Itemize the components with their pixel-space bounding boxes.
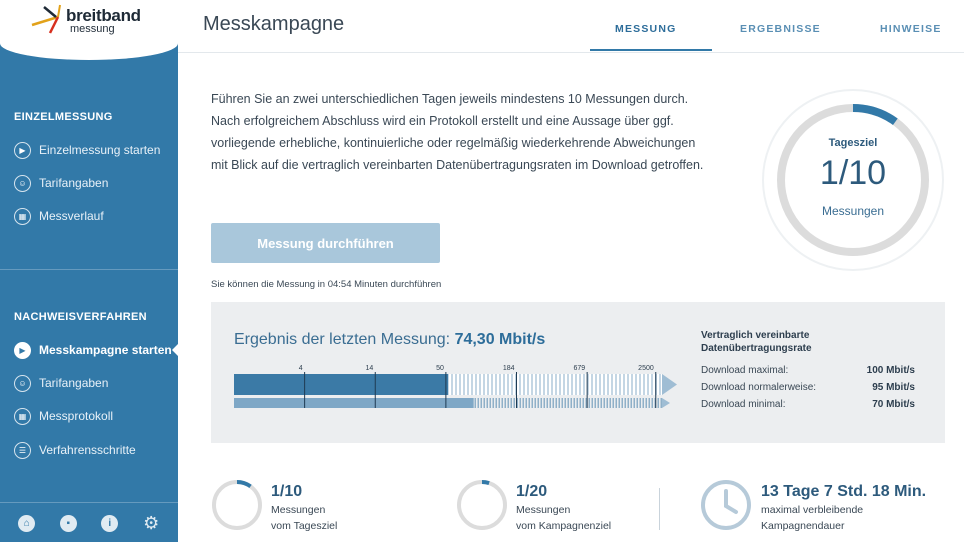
result-title bbox=[234, 331, 545, 349]
daily-goal-label: Tagesziel bbox=[828, 137, 878, 149]
contract-rate-heading-line1: Vertraglich vereinbarte bbox=[701, 330, 810, 341]
sidebar-item-tarifangaben-1[interactable] bbox=[14, 172, 178, 194]
user-card-icon: ☺ bbox=[14, 375, 31, 392]
stat-caption bbox=[516, 502, 611, 534]
scale-tick-label: 679 bbox=[573, 365, 586, 372]
tab-hinweise[interactable]: HINWEISE bbox=[880, 23, 942, 35]
sidebar-item-einzelmessung-starten[interactable] bbox=[14, 139, 178, 161]
chat-icon[interactable]: ▪ bbox=[60, 515, 77, 532]
stat-caption-line2: vom Kampagnenziel bbox=[516, 520, 612, 532]
sidebar-item-label: Tarifangaben bbox=[39, 176, 109, 190]
rate-value: 70 Mbit/s bbox=[872, 399, 915, 410]
measure-button[interactable]: Messung durchführen bbox=[211, 223, 440, 263]
rate-row-normal bbox=[701, 382, 915, 393]
rate-label: Download minimal: bbox=[701, 399, 786, 410]
sidebar-item-messkampagne-starten[interactable] bbox=[14, 339, 178, 361]
scale-tick-label: 50 bbox=[436, 365, 444, 372]
intro-text: Führen Sie an zwei unterschiedlichen Tagen jeweils mindestens 10 Messungen durch. Nach erfolgreichem Abschluss wird ein Protokoll erstellt und eine Aussage über ggf. vorliegende erhebliche, kontinuierliche oder regelmäßig wiederkehrende Abweichungen mit Blick auf die vertraglich vereinbarten Datenübertragungsraten im Download getroffen. bbox=[211, 92, 704, 172]
rate-value: 95 Mbit/s bbox=[872, 382, 915, 393]
sidebar-item-label: Messverlauf bbox=[39, 209, 104, 223]
header bbox=[178, 0, 964, 53]
clock-icon bbox=[699, 478, 753, 532]
rate-row-minimal bbox=[701, 399, 915, 410]
page-title: Messkampagne bbox=[203, 13, 345, 35]
stat-value: 1/10 bbox=[271, 483, 303, 500]
stat-daily-goal bbox=[210, 478, 440, 542]
info-icon[interactable]: i bbox=[101, 515, 118, 532]
active-indicator bbox=[172, 344, 178, 356]
logo-area[interactable] bbox=[0, 0, 178, 60]
sidebar-bottom-icons bbox=[0, 515, 178, 542]
play-icon: ▶ bbox=[14, 142, 31, 159]
stat-remaining-duration bbox=[699, 478, 959, 542]
section-title-einzelmessung: EINZELMESSUNG bbox=[14, 111, 113, 123]
calendar-icon: ▦ bbox=[14, 208, 31, 225]
stat-campaign-goal bbox=[455, 478, 655, 542]
result-title-prefix: Ergebnis der letzten Messung: bbox=[234, 331, 455, 348]
stat-caption-line2: Kampagnendauer bbox=[761, 520, 845, 532]
logo-subword: messung bbox=[70, 23, 115, 35]
sidebar bbox=[0, 0, 178, 542]
daily-goal-text bbox=[761, 88, 945, 272]
play-icon: ▶ bbox=[14, 342, 31, 359]
sidebar-item-verfahrensschritte[interactable] bbox=[14, 439, 178, 461]
stat-value: 13 Tage 7 Std. 18 Min. bbox=[761, 483, 927, 500]
speed-scale bbox=[233, 362, 683, 412]
sidebar-item-messverlauf[interactable] bbox=[14, 205, 178, 227]
scale-tick-label: 4 bbox=[298, 365, 303, 372]
wait-note: Sie können die Messung in 04:54 Minuten durchführen bbox=[211, 279, 442, 290]
logo-spark-icon bbox=[30, 3, 70, 35]
rate-label: Download maximal: bbox=[701, 365, 789, 376]
campaign-progress-ring bbox=[455, 478, 509, 532]
sidebar-item-label: Tarifangaben bbox=[39, 376, 109, 390]
rate-row-maximal bbox=[701, 365, 915, 376]
result-panel bbox=[211, 302, 945, 443]
user-card-icon: ☺ bbox=[14, 175, 31, 192]
sidebar-item-tarifangaben-2[interactable] bbox=[14, 372, 178, 394]
home-icon[interactable]: ⌂ bbox=[18, 515, 35, 532]
sidebar-item-label: Messkampagne starten bbox=[39, 343, 172, 357]
sidebar-item-label: Einzelmessung starten bbox=[39, 143, 161, 157]
contract-rate-heading bbox=[701, 329, 921, 355]
daily-progress-ring bbox=[210, 478, 264, 532]
scale-tick-label: 14 bbox=[365, 365, 374, 372]
sidebar-item-messprotokoll[interactable] bbox=[14, 405, 178, 427]
contract-rate-heading-line2: Datenübertragungsrate bbox=[701, 343, 812, 354]
stat-divider bbox=[659, 488, 660, 530]
rate-label: Download normalerweise: bbox=[701, 382, 817, 393]
daily-goal-unit: Messungen bbox=[821, 204, 885, 218]
sidebar-divider bbox=[0, 502, 178, 503]
section-title-nachweisverfahren: NACHWEISVERFAHREN bbox=[14, 311, 147, 323]
list-icon: ☰ bbox=[14, 442, 31, 459]
tab-active-underline bbox=[590, 49, 712, 51]
gear-icon[interactable]: ⚙ bbox=[143, 513, 160, 533]
stat-caption-line1: Messungen bbox=[271, 504, 326, 516]
stat-caption-line2: vom Tagesziel bbox=[271, 520, 338, 532]
stat-value: 1/20 bbox=[516, 483, 548, 500]
scale-tick-label: 184 bbox=[502, 365, 515, 372]
result-title-value: 74,30 Mbit/s bbox=[454, 331, 546, 348]
stat-caption-line1: Messungen bbox=[516, 504, 571, 516]
sidebar-item-label: Messprotokoll bbox=[39, 409, 114, 423]
tab-ergebnisse[interactable]: ERGEBNISSE bbox=[740, 23, 821, 35]
stat-caption-line1: maximal verbleibende bbox=[761, 504, 864, 516]
tab-messung[interactable]: MESSUNG bbox=[615, 23, 677, 35]
stat-caption bbox=[761, 502, 863, 534]
scale-tick-label: 2500 bbox=[638, 365, 654, 372]
sidebar-item-label: Verfahrensschritte bbox=[39, 443, 136, 457]
daily-goal-value: 1/10 bbox=[819, 154, 887, 192]
stat-caption bbox=[271, 502, 337, 534]
sidebar-divider bbox=[0, 269, 178, 270]
calendar-icon: ▦ bbox=[14, 408, 31, 425]
logo-wordmark: breitband bbox=[66, 6, 141, 25]
rate-value: 100 Mbit/s bbox=[866, 365, 915, 376]
